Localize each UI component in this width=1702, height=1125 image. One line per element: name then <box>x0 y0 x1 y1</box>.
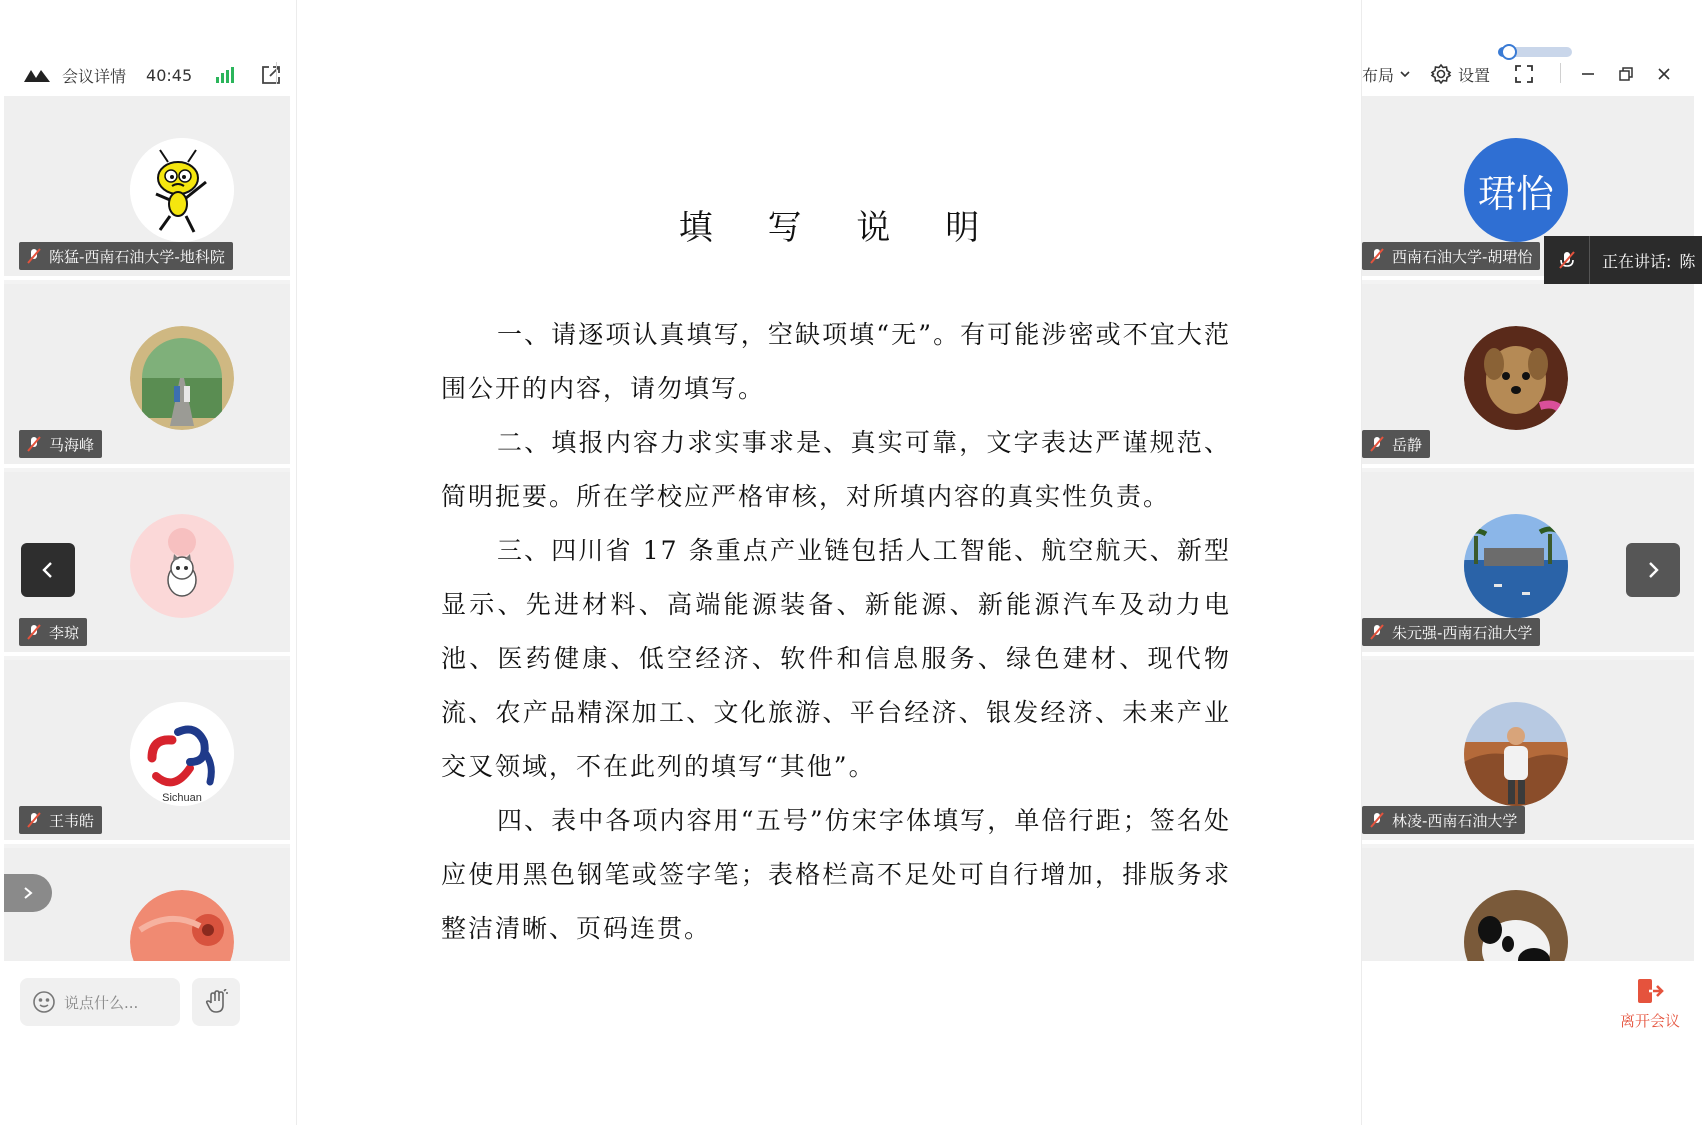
person-photo-avatar <box>1464 702 1568 806</box>
document-paragraph: 三、四川省 17 条重点产业链包括人工智能、航空航天、新型显示、先进材料、高端能源装备、新能源、新能源汽车及动力电池、医药健康、低空经济、软件和信息服务、绿色建材、现代物流、农产品精深加工、文化旅游、平台经济、银发经济、未来产业交叉领域，不在此列的填写“其他”。 <box>441 536 1231 781</box>
close-button[interactable] <box>1656 58 1672 90</box>
divider <box>276 62 277 84</box>
participant-tile[interactable] <box>1362 848 1694 961</box>
restore-icon <box>1618 66 1634 82</box>
active-speaker-banner <box>1544 236 1702 284</box>
cartoon-cat-avatar <box>130 514 234 618</box>
document-body <box>441 308 1231 956</box>
participant-name-tag <box>1362 242 1540 270</box>
participant-name-tag <box>1362 806 1525 834</box>
volume-slider[interactable] <box>1498 47 1572 57</box>
mic-muted-icon <box>1368 247 1386 265</box>
meeting-logo-icon <box>22 66 52 84</box>
emoji-icon[interactable] <box>32 990 56 1014</box>
participant-name-tag <box>1362 430 1430 458</box>
raise-hand-icon <box>203 989 229 1015</box>
participant-name: 陈猛-西南石油大学-地科院 <box>49 247 225 266</box>
chevron-right-icon <box>1644 561 1662 579</box>
participant-name: 朱元强-西南石油大学 <box>1392 623 1533 642</box>
participant-tile[interactable] <box>1362 660 1694 844</box>
chevron-left-icon <box>39 561 57 579</box>
settings-button[interactable] <box>1430 58 1490 90</box>
chat-input[interactable] <box>20 978 180 1026</box>
cartoon-ant-avatar <box>130 138 234 242</box>
mic-muted-icon <box>1368 435 1386 453</box>
meeting-info[interactable] <box>22 62 282 88</box>
mic-muted-icon <box>25 435 43 453</box>
leave-meeting-label: 离开会议 <box>1619 1012 1680 1030</box>
participant-name: 西南石油大学-胡珺怡 <box>1392 247 1533 266</box>
participant-name-tag <box>1362 618 1540 646</box>
sichuan-logo-avatar <box>130 702 234 806</box>
dog-photo-avatar <box>1464 326 1568 430</box>
right-participant-panel <box>1362 96 1694 961</box>
minimize-button[interactable] <box>1580 58 1596 90</box>
speaking-label: 正在讲话: <box>1602 251 1672 271</box>
document-paragraph: 二、填报内容力求实事求是、真实可靠，文字表达严谨规范、简明扼要。所在学校应严格审核，对所填内容的真实性负责。 <box>441 428 1231 511</box>
document-paragraph: 四、表中各项内容用“五号”仿宋字体填写，单倍行距；签名处应使用黑色钢笔或签字笔；表格栏高不足处可自行增加，排版务求整洁清晰、页码连贯。 <box>441 806 1231 943</box>
next-page-button[interactable] <box>1626 543 1680 597</box>
participant-name-tag <box>19 242 233 270</box>
close-icon <box>1656 66 1672 82</box>
share-link-icon[interactable] <box>260 64 282 86</box>
fullscreen-button[interactable] <box>1514 58 1534 90</box>
document-title: 填 写 说 明 <box>678 208 1002 248</box>
chat-placeholder: 说点什么... <box>64 993 139 1012</box>
shared-document <box>296 0 1362 1125</box>
seaside-photo-avatar <box>1464 514 1568 618</box>
exit-icon <box>1635 976 1665 1006</box>
restore-button[interactable] <box>1618 58 1634 90</box>
expand-panel-button[interactable] <box>4 874 52 912</box>
participant-tile[interactable] <box>4 284 290 468</box>
speaking-name: 陈 <box>1679 251 1696 271</box>
mic-muted-icon <box>25 811 43 829</box>
participant-name: 马海峰 <box>49 435 95 454</box>
layout-label: 布局 <box>1362 65 1395 85</box>
chevron-right-icon <box>22 886 34 900</box>
left-participant-panel <box>4 96 290 961</box>
mic-muted-icon <box>1544 236 1590 284</box>
leave-meeting-button[interactable] <box>1606 976 1694 1031</box>
gear-icon <box>1430 63 1452 85</box>
avatar-caption: Sichuan <box>162 792 202 804</box>
landscape-badge-avatar <box>130 326 234 430</box>
panda-photo-avatar <box>1464 890 1568 961</box>
chevron-down-icon <box>1400 70 1410 78</box>
participant-name-tag <box>19 618 87 646</box>
participant-name-tag <box>19 430 102 458</box>
divider <box>1560 63 1561 83</box>
participant-name: 林凌-西南石油大学 <box>1392 811 1518 830</box>
mic-muted-icon <box>25 247 43 265</box>
meeting-timer: 40:45 <box>146 65 193 85</box>
participant-name-tag <box>19 806 102 834</box>
network-signal-icon[interactable] <box>216 67 234 83</box>
participant-tile[interactable] <box>1362 284 1694 468</box>
raise-hand-button[interactable] <box>192 978 240 1026</box>
participant-tile[interactable] <box>4 96 290 280</box>
minimize-icon <box>1580 66 1596 82</box>
settings-label: 设置 <box>1458 65 1491 85</box>
mic-muted-icon <box>1368 811 1386 829</box>
mic-muted-icon <box>1368 623 1386 641</box>
fullscreen-icon <box>1514 64 1534 84</box>
document-paragraph: 一、请逐项认真填写，空缺项填“无”。有可能涉密或不宜大范围公开的内容，请勿填写。 <box>441 320 1231 403</box>
participant-name: 岳静 <box>1392 435 1423 454</box>
text-avatar: 珺怡 <box>1464 138 1568 242</box>
mic-muted-icon <box>25 623 43 641</box>
layout-button[interactable] <box>1362 58 1410 90</box>
meeting-details-label[interactable]: 会议详情 <box>62 66 127 86</box>
chat-controls <box>20 978 240 1026</box>
participant-name: 王韦皓 <box>49 811 95 830</box>
previous-page-button[interactable] <box>21 543 75 597</box>
flower-avatar <box>130 890 234 961</box>
participant-name: 李琼 <box>49 623 80 642</box>
participant-tile[interactable] <box>4 660 290 844</box>
